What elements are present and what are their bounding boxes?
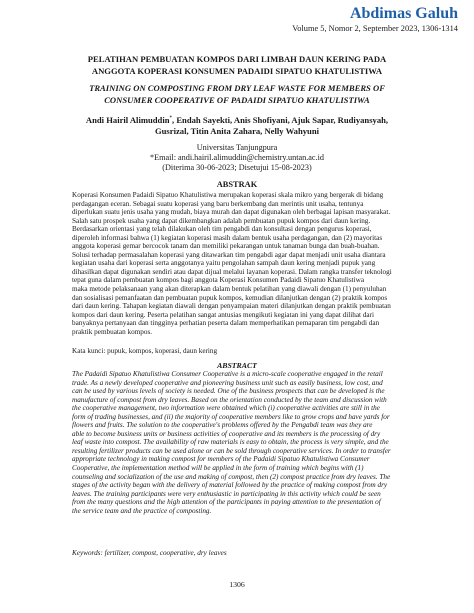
journal-volume-info: Volume 5, Nomor 2, September 2023, 1306-1314 [292, 24, 458, 33]
title-en-line: CONSUMER COOPERATIVE OF PADAIDI SIPATUO KHATULISTIWA [104, 94, 370, 105]
abstrak-heading: ABSTRAK [216, 180, 258, 189]
abstract-line: kegiatan usaha dari koperasi serta anggotanya yaitu pengolahan sampah daun kering menjadi pupuk yang [72, 259, 376, 268]
abstract-line: dari daun kering. Tahapan kegiatan diawali dengan penyampaian materi dilanjutkan dengan praktik pembuatan [72, 302, 391, 311]
abstract-line: Cooperative, the implementation method will be applied in the form of training which begins with (1) [72, 464, 364, 473]
abstract-line: trade. As a newly developed cooperative and pioneering business unit such as easily business, low cost, and [72, 378, 383, 387]
title-id-line: PELATIHAN PEMBUATAN KOMPOS DARI LIMBAH DAUN KERING PADA [87, 54, 387, 64]
abstract-line: Salah satu prospek usaha yang dapat dikembangkan adalah pembuatan pupuk kompos dari daun kering. [72, 216, 371, 225]
abstract-line: the cooperative management, two information were obtained which (i) cooperative activities are still in the [72, 404, 380, 413]
affiliation-block [40, 143, 434, 173]
abstract-line: Koperasi Konsumen Padaidi Sipatuo Khatulistiwa merupakan koperasi skala mikro yang bergerak di bidang [72, 191, 384, 199]
title-indonesian [40, 54, 434, 77]
abstract-line: perdagangan eceran. Sebagai suatu koperasi yang baru berkembang dan merintis unit usaha, tentunya [72, 199, 364, 208]
abstract-body [72, 370, 402, 515]
abstract-line: diperoleh informasi bahwa (1) kegiatan koperasi masih dalam bentuk usaha perdagangan, dan (2) mayoritas [72, 233, 383, 242]
title-english [40, 83, 434, 106]
abstract-line: Solusi terhadap permasalahan koperasi yang ditawarkan tim pengabdi agar dapat menjadi unit usaha diantara [72, 250, 386, 259]
abstract-line: leaves. The training participants were very enthusiastic in participating in this activity which could be seen [72, 489, 381, 498]
corresponding-author: Andi Hairil Alimuddin [85, 114, 170, 125]
abstract-line: praktik pembuatan kompos. [72, 327, 153, 336]
abstract-line: stages of the activity began with the delivery of material followed by the practice of making compost from dry [72, 481, 388, 490]
abstract-line: Berdasarkan orientasi yang telah dilakukan oleh tim pengabdi dan konsultasi dengan pengurus koperasi, [72, 225, 372, 234]
abstract-line: The Padaidi Sipatuo Khatulistiwa Consumer Cooperative is a micro-scale cooperative engaged in the retail [72, 370, 383, 378]
abstract-line: the service team and the practice of composting. [72, 506, 212, 515]
kata-kunci: Kata kunci: pupuk, kompos, koperasi, daun kering [72, 347, 218, 355]
abstract-line: flowers and fruits. The solution to the cooperative's problems offered by the Pengabdi team was they are [72, 421, 373, 430]
abstract-line: able to become business units or business activities of cooperative and its members is the processing of dry [72, 429, 381, 438]
abstrak-body [72, 191, 402, 336]
keywords: Keywords: fertilizer, compost, cooperative, dry leaves [72, 549, 227, 557]
author-email[interactable]: *Email: andi.hairil.alimuddin@chemistry.untan.ac.id [150, 153, 324, 162]
abstract-line: kompos dari daun kering. Peserta pelatihan sangat antusias mengikuti kegiatan ini yang dapat dilihat dari [72, 310, 374, 319]
abstract-line: manufacture of compost from dry leaves. Based on the orientation conducted by the team and discussion with [72, 395, 387, 404]
abstract-line: diperlukan suatu jenis usaha yang mudah, biaya murah dan dapat digunakan oleh berbagai lapisan masyarakat. [72, 208, 391, 217]
author-line: Gusrizal, Titin Anita Zahara, Nelly Wahyuni [154, 126, 320, 137]
co-authors: , Endah Sayekti, Anis Shofiyani, Ajuk Sapar, Rudiyansyah, [172, 114, 389, 125]
abstract-line: can be used by various levels of society is needed. One of the business prospects that can be developed is the [72, 387, 385, 396]
abstract-line: anggota koperasi gemar bercocok tanam dan memiliki pekarangan untuk tanaman bunga dan buah-buahan. [72, 242, 380, 251]
page-number: 1306 [229, 580, 245, 589]
abstract-line: dan sosialisasi pemanfaatan dan pembuatan pupuk kompos, kemudian dilanjutkan dengan (2) praktik kompos [72, 293, 388, 302]
title-id-line: ANGGOTA KOPERASI KONSUMEN PADAIDI SIPATUO KHATULISTIWA [91, 65, 383, 76]
abstract-line: banyaknya pertanyaan dan tingginya perhatian peserta dalam memperhatikan pemaparan tim pengabdi dan [72, 319, 380, 328]
submission-dates: (Diterima 30-06-2023; Disetujui 15-08-2023) [162, 163, 312, 172]
affiliation: Universitas Tanjungpura [196, 143, 278, 152]
author-line [40, 113, 434, 126]
corresponding-mark: * [169, 116, 173, 121]
abstract-line: form of trading businesses, and (ii) the majority of cooperative members like to grow crops and have yards for [72, 412, 390, 421]
title-en-line: TRAINING ON COMPOSTING FROM DRY LEAF WASTE FOR MEMBERS OF [89, 83, 385, 93]
abstract-line: maka metode pelaksanaan yang akan diterapkan dalam bentuk pelatihan yang diawali dengan (1) penyuluhan [72, 285, 387, 294]
journal-name: Abdimas Galuh [349, 5, 458, 22]
abstract-line: resulting fertilizer products can be used alone or can be sold through cooperative services. In order to transfer [72, 446, 391, 455]
abstract-line: appropriate technology in making compost for members of the Padaidi Sipatuo Khatulistiwa Consumer [72, 455, 370, 464]
abstract-line: counseling and socialization of the use and making of compost, then (2) compost practice from dry leaves. The [72, 472, 391, 481]
abstract-line: tepat guna dalam pembuatan kompos bagi anggota Koperasi Konsumen Padaidi Sipatuo Khatulistiwa [72, 276, 365, 285]
abstract-line: leaf waste into compost. The availability of raw materials is easy to obtain, the process is very simple, and the [72, 438, 389, 447]
author-list [40, 113, 434, 138]
abstract-line: dihasilkan dapat digunakan sendiri atau dapat dijual melalui layanan koperasi. Dalam rangka transfer teknologi [72, 267, 392, 276]
abstract-heading: ABSTRACT [217, 361, 257, 370]
abstract-line: from the many questions and the high attention of the participants in paying attention to the presentation of [72, 498, 381, 507]
